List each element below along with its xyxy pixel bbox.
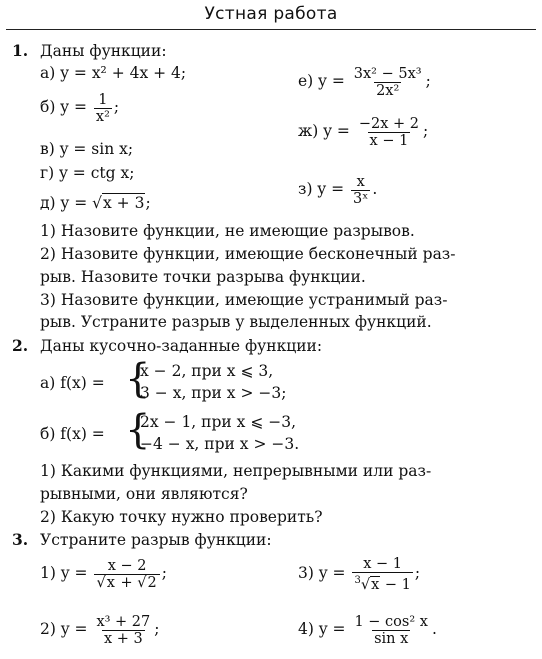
task1-question-3-line2: рыв. Устраните разрыв у выделенных функций. — [40, 313, 432, 331]
page-title: Устная работа — [204, 4, 338, 24]
task3-func-3-prefix: 3) y = — [298, 564, 346, 582]
task1-func-zh-fraction — [357, 116, 421, 149]
task1-heading: Даны функции: — [40, 42, 167, 60]
task1-func-e-prefix: е) y = — [298, 72, 345, 90]
task2-func-a-brace: { — [125, 356, 151, 402]
task3-func-3-radicand: x — [371, 576, 380, 593]
task3-func-4 — [298, 609, 437, 649]
task1-func-z-prefix: з) y = — [298, 180, 345, 198]
task1-func-e-denominator: 2x² — [376, 82, 400, 99]
task3-func-1-root-sign-1: √ — [96, 574, 106, 591]
task3-func-1-fraction — [94, 558, 159, 591]
task3-func-4-suffix: . — [431, 620, 437, 638]
task1-func-e-numerator: 3x² − 5x³ — [353, 65, 422, 82]
task1-func-e-fraction — [352, 66, 424, 99]
task1-question-2-line2: рыв. Назовите точки разрыва функции. — [40, 268, 366, 286]
task1-func-zh-numerator: −2x + 2 — [358, 115, 419, 132]
task2-func-a-label: а) f(x) = — [40, 374, 105, 392]
task3-func-2 — [40, 609, 160, 649]
task3-func-3-fraction — [352, 556, 412, 593]
task1-question-2-line1: 2) Назовите функции, имеющие бесконечный раз- — [40, 245, 456, 263]
task3-func-1-prefix: 1) y = — [40, 564, 88, 582]
task2-func-b-brace: { — [125, 407, 151, 453]
task1-func-b-denominator: x² — [95, 108, 110, 125]
task3-func-4-numerator: 1 − cos² x — [354, 613, 428, 630]
task3-func-3-root-sign: √ — [360, 576, 371, 593]
task3-func-1-root-sign-2: √ — [137, 574, 147, 591]
task3-heading: Устраните разрыв функции: — [40, 531, 272, 549]
task3-func-1-radicand-2: 2 — [147, 574, 157, 591]
task3-func-2-prefix: 2) y = — [40, 620, 88, 638]
task3-func-3-denominator — [352, 572, 412, 593]
task1-func-b — [40, 90, 119, 125]
task2-func-b-case1: 2x − 1, при x ⩽ −3, — [140, 413, 297, 431]
task1-func-a: а) y = x² + 4x + 4; — [40, 64, 187, 82]
task3-func-2-suffix: ; — [154, 620, 160, 638]
task1-func-b-prefix: б) y = — [40, 98, 87, 116]
task3-func-3-root-index: 3 — [354, 574, 361, 586]
task1-func-b-suffix: ; — [113, 98, 120, 116]
task2-func-a-case1: x − 2, при x ⩽ 3, — [140, 362, 274, 380]
task1-func-b-fraction — [94, 92, 112, 125]
task2-number: 2. — [12, 336, 29, 355]
task1-func-zh-suffix: ; — [423, 122, 429, 140]
task1-func-z-fraction — [351, 174, 370, 207]
task2-question-2: 2) Какую точку нужно проверить? — [40, 508, 323, 526]
task3-func-2-denominator: x + 3 — [103, 630, 143, 647]
task3-func-3-suffix: ; — [414, 564, 421, 582]
task1-func-e-suffix: ; — [425, 72, 431, 90]
task3-func-2-fraction — [94, 614, 152, 647]
task1-func-e — [298, 62, 431, 100]
task1-func-g: г) y = ctg x; — [40, 164, 135, 182]
task3-func-4-fraction — [352, 614, 429, 647]
task2-func-b-label: б) f(x) = — [40, 425, 105, 443]
task1-func-d-prefix: д) y = — [40, 194, 88, 212]
task3-func-1-suffix: ; — [161, 564, 167, 582]
task1-func-d: д) y = √x + 3; — [40, 194, 151, 212]
task2-question-1-line1: 1) Какими функциями, непрерывными или раз- — [40, 462, 432, 480]
task2-func-b-case2: −4 − x, при x > −3. — [140, 435, 300, 453]
task2-heading: Даны кусочно-заданные функции: — [40, 337, 323, 355]
task3-func-2-numerator: x³ + 27 — [96, 613, 151, 630]
task1-func-zh-denominator: x − 1 — [369, 132, 409, 149]
task2-question-1-line2: рывными, они являются? — [40, 485, 248, 503]
task3-func-3-minus-one: − 1 — [380, 576, 411, 593]
task1-func-v: в) y = sin x; — [40, 140, 134, 158]
task3-func-3-numerator: x − 1 — [363, 555, 403, 572]
task3-func-1 — [40, 553, 167, 593]
task1-func-z-suffix: . — [372, 180, 378, 198]
task3-number: 3. — [12, 530, 29, 549]
title-rule — [6, 29, 536, 30]
task1-func-z-numerator: x — [356, 173, 365, 190]
task1-func-z-denominator: 3ˣ — [353, 190, 369, 207]
task3-func-1-numerator: x − 2 — [107, 557, 147, 574]
task1-number: 1. — [12, 41, 29, 60]
task3-func-4-denominator: sin x — [374, 630, 409, 647]
task3-func-3 — [298, 553, 420, 593]
task3-func-1-radicand-1: x — [106, 574, 115, 591]
task1-func-d-suffix: ; — [145, 194, 151, 212]
task1-question-3-line1: 3) Назовите функции, имеющие устранимый раз- — [40, 291, 448, 309]
task1-func-zh — [298, 112, 428, 150]
task1-question-1: 1) Назовите функции, не имеющие разрывов. — [40, 222, 415, 240]
task1-func-d-radicand: x + 3 — [103, 194, 145, 212]
task3-func-1-denominator — [94, 574, 159, 591]
task3-func-4-prefix: 4) y = — [298, 620, 346, 638]
task1-func-z — [298, 170, 377, 208]
task1-func-zh-prefix: ж) y = — [298, 122, 350, 140]
task1-func-b-numerator: 1 — [98, 91, 108, 108]
task3-func-1-plus: + — [115, 574, 138, 591]
task2-func-a-case2: 3 − x, при x > −3; — [140, 384, 287, 402]
